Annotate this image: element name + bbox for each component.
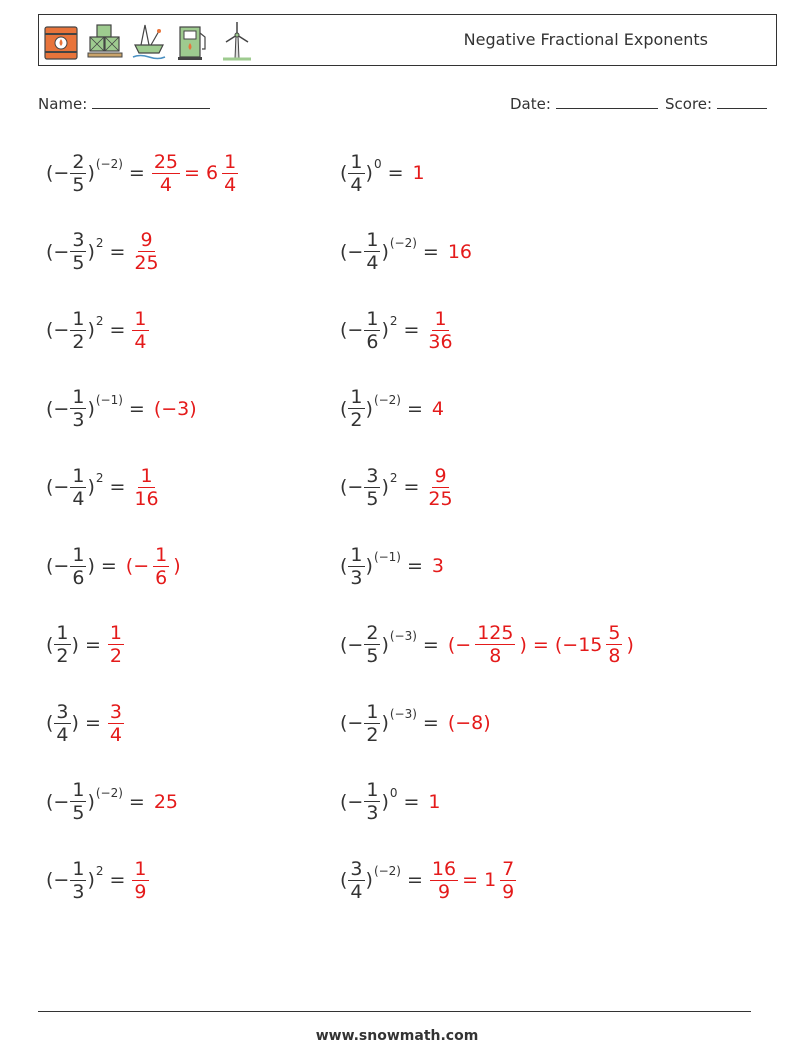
denominator: 2 xyxy=(56,645,69,668)
open-paren: (− xyxy=(340,633,364,656)
problem-expression xyxy=(46,850,150,910)
open-paren: ( xyxy=(340,555,348,577)
denominator: 3 xyxy=(72,880,85,903)
close-paren: ) xyxy=(381,240,389,263)
question-fraction xyxy=(364,622,380,667)
close-paren: ) xyxy=(365,162,373,184)
answer-fraction xyxy=(426,465,454,510)
numerator: 25 xyxy=(153,150,179,173)
open-paren: ( xyxy=(340,162,348,184)
answer-fraction xyxy=(132,308,148,353)
numerator: 9 xyxy=(434,464,447,487)
answer-fraction xyxy=(222,151,238,196)
open-paren: (− xyxy=(46,869,70,892)
open-paren: (− xyxy=(340,712,364,735)
denominator: 16 xyxy=(134,487,159,510)
oil-rig-icon xyxy=(131,19,167,63)
answer-fraction xyxy=(430,858,458,903)
problem-expression xyxy=(340,536,447,596)
oil-barrel-icon xyxy=(43,19,79,63)
numerator: 5 xyxy=(608,622,621,645)
wind-turbine-icon xyxy=(219,19,255,63)
numerator: 1 xyxy=(155,543,168,566)
denominator: 3 xyxy=(366,802,379,825)
close-paren: ) xyxy=(71,633,79,656)
numerator: 3 xyxy=(109,700,122,723)
equals-sign: = xyxy=(403,319,420,342)
question-fraction xyxy=(364,229,380,274)
denominator: 25 xyxy=(134,252,159,275)
numerator: 2 xyxy=(366,622,379,645)
answer-fraction xyxy=(606,622,622,667)
footer-website: www.snowmath.com xyxy=(315,1028,479,1044)
exponent: (−2) xyxy=(95,157,123,171)
exponent: 2 xyxy=(389,471,398,486)
numerator: 1 xyxy=(134,307,147,330)
denominator: 5 xyxy=(72,173,85,196)
denominator: 4 xyxy=(72,487,85,510)
close-paren: ) xyxy=(87,319,95,342)
equals-sign: = xyxy=(422,712,439,735)
question-fraction xyxy=(70,858,86,903)
denominator: 25 xyxy=(428,487,453,510)
numerator: 1 xyxy=(72,779,85,802)
open-paren: (− xyxy=(46,319,70,342)
equals-sign: = xyxy=(128,162,145,184)
denominator: 2 xyxy=(72,330,85,353)
open-paren: (− xyxy=(340,240,364,263)
equals-sign: = xyxy=(387,162,404,184)
open-paren: (− xyxy=(46,790,70,813)
answer-text: = 6 xyxy=(184,162,219,184)
close-paren: ) xyxy=(87,162,95,184)
exponent: (−2) xyxy=(373,392,401,407)
open-paren: (− xyxy=(46,555,70,577)
answer-text: ) xyxy=(173,555,181,577)
numerator: 1 xyxy=(366,700,379,723)
question-fraction xyxy=(364,701,380,746)
answer-text: = 1 xyxy=(462,869,497,892)
problem-expression xyxy=(46,536,184,596)
score-label: Score: xyxy=(665,95,713,113)
answer-fraction xyxy=(132,465,160,510)
equals-sign: = xyxy=(407,869,423,892)
denominator: 2 xyxy=(366,723,379,746)
problem-expression xyxy=(340,772,444,832)
score-blank[interactable] xyxy=(717,94,767,109)
close-paren: ) xyxy=(381,790,389,813)
problem-expression xyxy=(340,222,475,282)
equals-sign: = xyxy=(109,240,126,263)
numerator: 1 xyxy=(366,229,379,252)
numerator: 9 xyxy=(140,229,153,252)
denominator: 4 xyxy=(350,880,363,903)
close-paren: ) xyxy=(71,712,79,735)
open-paren: ( xyxy=(340,397,348,420)
name-label: Name: xyxy=(38,95,88,113)
numerator: 16 xyxy=(431,857,457,880)
footer-divider xyxy=(38,1011,751,1012)
answer-fraction xyxy=(426,308,454,353)
numerator: 1 xyxy=(350,150,363,173)
open-paren: (− xyxy=(46,240,70,263)
exponent: (−3) xyxy=(389,628,417,643)
denominator: 9 xyxy=(437,880,451,903)
open-paren: ( xyxy=(340,869,348,892)
question-fraction xyxy=(70,779,86,824)
open-paren: (− xyxy=(340,476,364,499)
denominator: 5 xyxy=(366,487,379,510)
denominator: 3 xyxy=(72,409,85,432)
question-fraction xyxy=(70,465,86,510)
exponent: 2 xyxy=(95,235,104,250)
name-field xyxy=(38,94,210,113)
problem-expression xyxy=(46,379,200,439)
equals-sign: = xyxy=(403,476,420,499)
denominator: 4 xyxy=(159,173,172,196)
fuel-pump-icon xyxy=(175,19,211,63)
denominator: 2 xyxy=(109,645,122,668)
denominator: 6 xyxy=(366,330,379,353)
numerator: 1 xyxy=(350,543,363,566)
equals-sign: = xyxy=(403,790,420,813)
numerator: 7 xyxy=(502,857,515,880)
problem-expression xyxy=(46,693,125,753)
exponent: 2 xyxy=(95,471,104,486)
close-paren: ) xyxy=(381,319,389,342)
open-paren: (− xyxy=(46,162,70,184)
equals-sign: = xyxy=(407,397,423,420)
answer-fraction xyxy=(153,544,169,589)
answer-text: ) = (−15 xyxy=(519,633,603,656)
problem-expression xyxy=(340,615,637,675)
denominator: 4 xyxy=(109,723,122,746)
denominator: 4 xyxy=(366,252,379,275)
open-paren: ( xyxy=(46,633,54,656)
denominator: 6 xyxy=(72,566,85,589)
numerator: 1 xyxy=(72,543,85,566)
equals-sign: = xyxy=(422,633,439,656)
question-fraction xyxy=(364,465,380,510)
worksheet-header xyxy=(38,14,777,66)
problem-expression xyxy=(46,615,125,675)
question-fraction xyxy=(70,544,86,589)
answer-fraction xyxy=(500,858,516,903)
close-paren: ) xyxy=(87,790,95,813)
equals-sign: = xyxy=(422,240,439,263)
exponent: 0 xyxy=(389,785,398,800)
problem-expression xyxy=(46,222,162,282)
close-paren: ) xyxy=(87,555,95,577)
question-fraction xyxy=(54,622,70,667)
score-field xyxy=(665,94,767,113)
answer-text: (− xyxy=(447,633,472,656)
close-paren: ) xyxy=(365,869,373,892)
problem-expression xyxy=(46,772,181,832)
open-paren: (− xyxy=(340,319,364,342)
close-paren: ) xyxy=(381,712,389,735)
exponent: 2 xyxy=(389,314,398,329)
numerator: 3 xyxy=(366,464,379,487)
denominator: 5 xyxy=(72,252,85,275)
close-paren: ) xyxy=(365,555,373,577)
cargo-crates-icon xyxy=(87,19,123,63)
numerator: 1 xyxy=(109,622,122,645)
open-paren: ( xyxy=(46,712,54,735)
answer-text: ) xyxy=(626,633,634,656)
numerator: 1 xyxy=(72,857,85,880)
numerator: 3 xyxy=(72,229,85,252)
equals-sign: = xyxy=(84,712,101,735)
exponent: 0 xyxy=(373,157,382,171)
denominator: 5 xyxy=(366,645,379,668)
exponent: (−2) xyxy=(95,785,123,800)
denominator: 4 xyxy=(56,723,69,746)
exponent: (−1) xyxy=(95,392,123,407)
close-paren: ) xyxy=(381,633,389,656)
numerator: 1 xyxy=(366,779,379,802)
question-fraction xyxy=(364,779,380,824)
answer-text: 4 xyxy=(431,397,445,420)
equals-sign: = xyxy=(109,869,126,892)
answer-text: 3 xyxy=(431,555,445,577)
numerator: 1 xyxy=(224,150,237,173)
answer-fraction xyxy=(152,151,180,196)
numerator: 1 xyxy=(134,857,147,880)
exponent: (−2) xyxy=(373,864,401,879)
numerator: 1 xyxy=(72,464,85,487)
answer-text: 16 xyxy=(447,240,473,263)
date-field xyxy=(510,94,658,113)
equals-sign: = xyxy=(128,397,145,420)
numerator: 3 xyxy=(56,700,69,723)
question-fraction xyxy=(54,701,70,746)
equals-sign: = xyxy=(84,633,101,656)
date-blank[interactable] xyxy=(556,94,658,109)
answer-fraction xyxy=(132,229,160,274)
name-blank[interactable] xyxy=(92,94,210,109)
numerator: 1 xyxy=(72,386,85,409)
problem-expression xyxy=(46,143,239,203)
open-paren: (− xyxy=(46,476,70,499)
question-fraction xyxy=(70,386,86,431)
numerator: 1 xyxy=(434,307,447,330)
question-fraction xyxy=(348,151,364,196)
problem-expression xyxy=(340,143,428,203)
problem-expression xyxy=(340,457,456,517)
denominator: 8 xyxy=(489,645,502,668)
close-paren: ) xyxy=(87,869,95,892)
open-paren: (− xyxy=(340,790,364,813)
numerator: 3 xyxy=(350,857,363,880)
denominator: 36 xyxy=(428,330,453,353)
denominator: 4 xyxy=(134,330,147,353)
answer-fraction xyxy=(475,622,515,667)
problem-expression xyxy=(340,850,517,910)
problem-expression xyxy=(340,693,494,753)
exponent: 2 xyxy=(95,864,104,879)
numerator: 1 xyxy=(72,307,85,330)
exponent: 2 xyxy=(95,314,104,329)
question-fraction xyxy=(348,544,364,589)
close-paren: ) xyxy=(87,397,95,420)
date-label: Date: xyxy=(510,95,551,113)
question-fraction xyxy=(364,308,380,353)
numerator: 125 xyxy=(477,622,514,645)
close-paren: ) xyxy=(381,476,389,499)
denominator: 4 xyxy=(350,173,363,196)
numerator: 1 xyxy=(140,464,153,487)
equals-sign: = xyxy=(128,790,145,813)
exponent: (−1) xyxy=(373,550,401,564)
close-paren: ) xyxy=(87,476,95,499)
equals-sign: = xyxy=(109,476,126,499)
answer-text: 1 xyxy=(412,162,425,184)
exponent: (−2) xyxy=(389,235,417,250)
problem-expression xyxy=(340,379,447,439)
answer-text: 1 xyxy=(428,790,441,813)
problem-expression xyxy=(46,457,162,517)
denominator: 2 xyxy=(350,409,363,432)
equals-sign: = xyxy=(407,555,423,577)
numerator: 2 xyxy=(72,150,85,173)
numerator: 1 xyxy=(366,307,379,330)
denominator: 6 xyxy=(155,566,168,589)
answer-text: 25 xyxy=(153,790,179,813)
close-paren: ) xyxy=(87,240,95,263)
denominator: 3 xyxy=(350,566,363,589)
problem-expression xyxy=(340,300,456,360)
answer-fraction xyxy=(108,701,124,746)
answer-fraction xyxy=(132,858,148,903)
question-fraction xyxy=(70,229,86,274)
denominator: 9 xyxy=(134,880,147,903)
worksheet-title: Negative Fractional Exponents xyxy=(463,30,708,49)
question-fraction xyxy=(348,386,364,431)
close-paren: ) xyxy=(365,397,373,420)
exponent: (−3) xyxy=(389,707,417,722)
question-fraction xyxy=(348,858,364,903)
denominator: 9 xyxy=(502,880,515,903)
denominator: 8 xyxy=(608,645,621,668)
answer-text: (− xyxy=(125,555,150,577)
answer-text: (−3) xyxy=(153,397,197,420)
question-fraction xyxy=(70,308,86,353)
question-fraction xyxy=(70,151,86,196)
problem-expression xyxy=(46,300,150,360)
equals-sign: = xyxy=(109,319,126,342)
numerator: 1 xyxy=(56,622,69,645)
denominator: 5 xyxy=(72,802,85,825)
denominator: 4 xyxy=(224,173,237,196)
answer-text: (−8) xyxy=(447,712,491,735)
answer-fraction xyxy=(108,622,124,667)
equals-sign: = xyxy=(100,555,117,577)
numerator: 1 xyxy=(350,386,363,409)
open-paren: (− xyxy=(46,397,70,420)
